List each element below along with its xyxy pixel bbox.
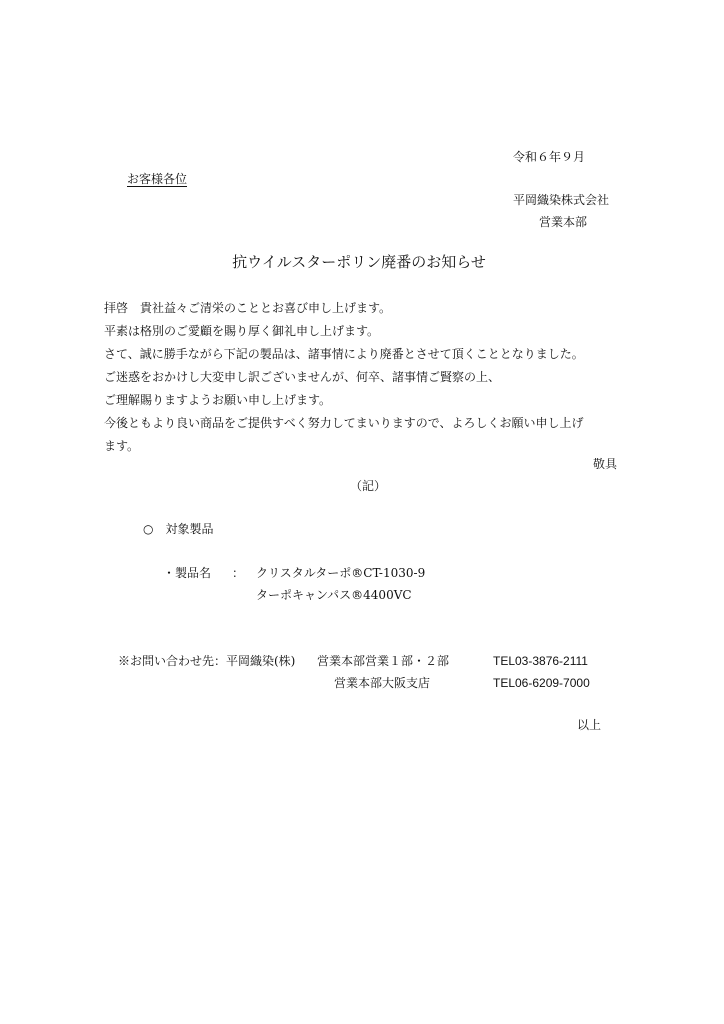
body-line: 平素は格別のご愛顧を賜り厚く御礼申し上げます。 [104, 324, 380, 338]
body-line: 拝啓 貴社益々ご清栄のこととお喜び申し上げます。 [104, 301, 392, 315]
body-line: さて、誠に勝手ながら下記の製品は、諸事情により廃番とさせて頂くこととなりました。 [104, 347, 584, 361]
contact-department: 営業本部営業１部・２部 [317, 654, 450, 668]
end-ijo: 以上 [577, 718, 602, 732]
contact-phone: TEL06-6209-7000 [493, 676, 590, 690]
ki-heading: （記） [350, 479, 387, 493]
contact-label: ※お問い合わせ先：平岡織染(株) [118, 654, 296, 668]
date: 令和６年９月 [513, 150, 586, 164]
body-line: ご理解賜りますようお願い申し上げます。 [104, 393, 332, 407]
target-products-heading: ○ 対象製品 [143, 522, 214, 536]
addressee-text: お客様各位 [127, 172, 188, 186]
document-title [0, 255, 724, 270]
department-name: 営業本部 [539, 215, 588, 229]
product-item: クリスタルターポ®CT-1030-9 [256, 566, 426, 580]
product-name-label: ・製品名 [163, 566, 212, 580]
closing-keigu: 敬具 [593, 457, 618, 471]
body-line: 今後ともより良い商品をご提供すべく努力してまいりますので、よろしくお願い申し上げ [104, 416, 584, 430]
company-name: 平岡織染株式会社 [513, 193, 610, 207]
addressee [117, 173, 197, 185]
contact-phone: TEL03-3876-2111 [493, 654, 588, 668]
body-line: ご迷惑をおかけし大変申し訳ございませんが、何卒、諸事情ご賢察の上、 [104, 370, 501, 384]
body-line: ます。 [104, 439, 140, 453]
document-title-text: 抗ウイルスターポリン廃番のお知らせ [232, 253, 486, 271]
product-name-colon: ： [232, 566, 245, 580]
contact-department: 営業本部大阪支店 [334, 676, 431, 690]
product-item: ターポキャンパス®4400VC [256, 588, 412, 602]
